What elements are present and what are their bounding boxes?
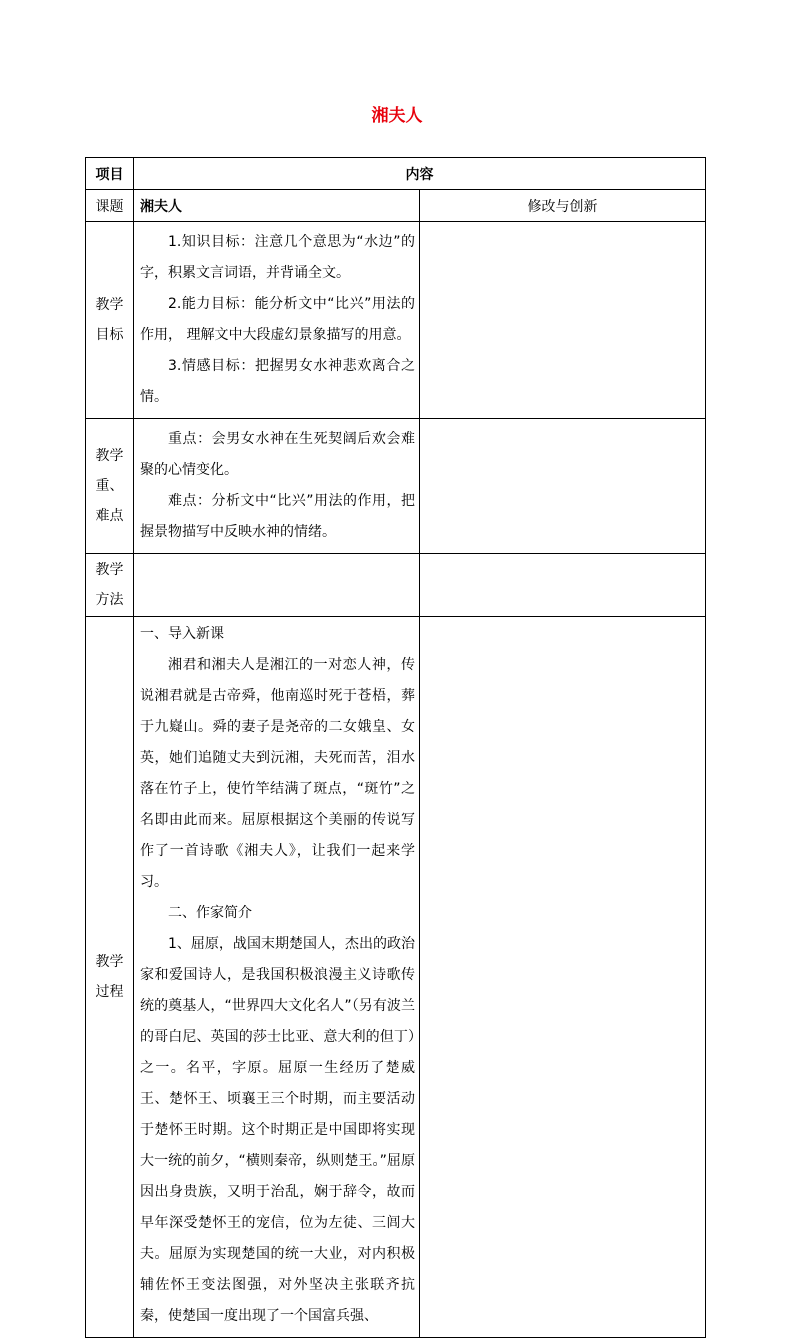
process-content: [134, 617, 420, 1338]
objectives-content: [134, 222, 420, 419]
objectives-label: 教学 目标: [86, 222, 134, 419]
topic-value: 湘夫人: [134, 190, 420, 222]
objective-emotion: 3.情感目标：把握男女水神悲欢离合之情。: [140, 358, 415, 405]
method-label: 教学 方法: [86, 554, 134, 617]
key-point: 重点：会男女水神在生死契阔后欢会难聚的心情变化。: [140, 431, 415, 478]
process-label: 教学 过程: [86, 617, 134, 1338]
keypoints-label: 教学 重、 难点: [86, 419, 134, 554]
header-content-cell: 内容: [134, 158, 706, 190]
topic-row: [86, 190, 706, 222]
header-row: [86, 158, 706, 190]
section-heading: 一、导入新课: [140, 626, 224, 642]
lesson-plan-table: [85, 157, 706, 1338]
objectives-notes: [420, 222, 706, 419]
keypoints-content: [134, 419, 420, 554]
header-item-cell: 项目: [86, 158, 134, 190]
objective-ability: 2.能力目标：能分析文中“比兴”用法的作用， 理解文中大段虚幻景象描写的用意。: [140, 296, 415, 343]
objectives-row: [86, 222, 706, 419]
paragraph: 湘君和湘夫人是湘江的一对恋人神，传说湘君就是古帝舜，他南巡时死于苍梧，葬于九嶷山。舜的妻子是尧帝的二女娥皇、女英，她们追随丈夫到沅湘，夫死而苦，泪水落在竹子上，使竹竿结满了斑点，“斑竹”之名即由此而来。屈原根据这个美丽的传说写作了一首诗歌《湘夫人》，让我们一起来学习。: [140, 657, 415, 890]
topic-label: 课题: [86, 190, 134, 222]
method-row: [86, 554, 706, 617]
revision-column-header: 修改与创新: [420, 190, 706, 222]
process-row: [86, 617, 706, 1338]
method-notes: [420, 554, 706, 617]
method-content: [134, 554, 420, 617]
objective-knowledge: 1.知识目标：注意几个意思为“水边”的字，积累文言词语，并背诵全文。: [140, 234, 415, 281]
keypoints-notes: [420, 419, 706, 554]
section-heading: 二、作家简介: [168, 905, 252, 921]
document-title: 湘夫人: [371, 106, 423, 126]
paragraph: 1、屈原，战国末期楚国人，杰出的政治家和爱国诗人，是我国积极浪漫主义诗歌传统的奠基人，“世界四大文化名人”（另有波兰的哥白尼、英国的莎士比亚、意大利的但丁）之一。名平，字原。屈原一生经历了楚威王、楚怀王、顷襄王三个时期，而主要活动于楚怀王时期。这个时期正是中国即将实现大一统的前夕，“横则秦帝，纵则楚王。”屈原因出身贵族，又明于治乱，娴于辞令，故而早年深受楚怀王的宠信，位为左徒、三闾大夫。屈原为实现楚国的统一大业，对内积极辅佐怀王变法图强，对外坚决主张联齐抗秦，使楚国一度出现了一个国富兵强、: [140, 936, 415, 1324]
keypoints-row: [86, 419, 706, 554]
difficult-point: 难点：分析文中“比兴”用法的作用，把握景物描写中反映水神的情绪。: [140, 493, 415, 540]
process-notes: [420, 617, 706, 1338]
